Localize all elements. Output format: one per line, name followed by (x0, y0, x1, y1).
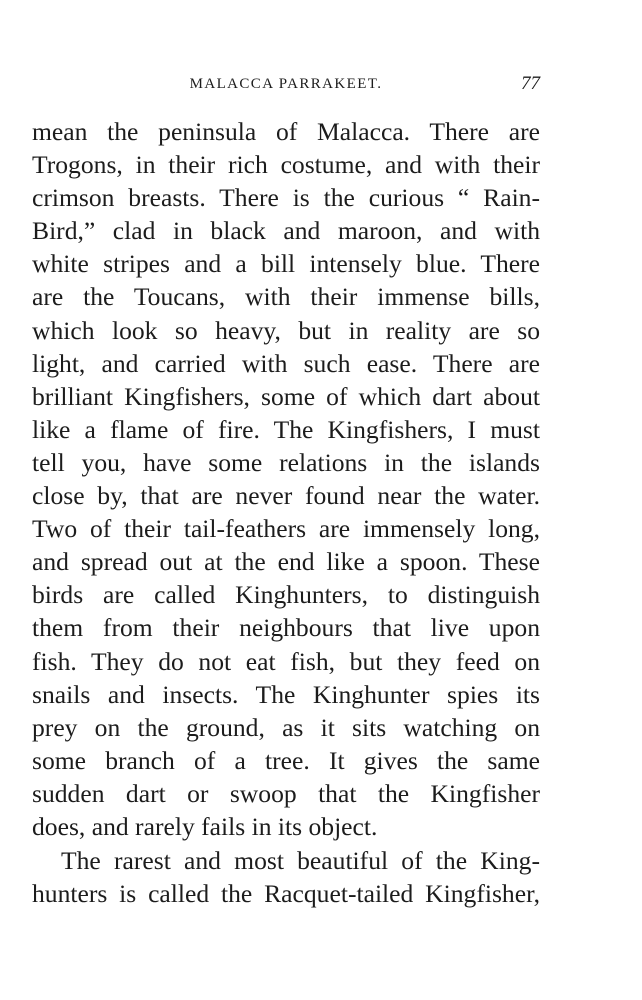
text-line: fish. They do not eat fish, but they feed on (32, 646, 540, 676)
text-line: close by, that are never found near the water. (32, 481, 540, 511)
text-line: which look so heavy, but in reality are so (32, 315, 540, 345)
text-line: does, and rarely fails in its object. (32, 811, 378, 841)
page-number: 77 (521, 73, 540, 94)
text-line: mean the peninsula of Malacca. There are (32, 117, 540, 146)
paragraph (32, 115, 540, 843)
text-line: them from their neighbours that live upon (32, 613, 540, 643)
text-line: prey on the ground, as it sits watching on (32, 712, 540, 742)
text-line: birds are called Kinghunters, to distinguish (32, 580, 540, 610)
text-line: sudden dart or swoop that the Kingfisher (32, 778, 540, 808)
running-title: MALACCA PARRAKEET. (189, 76, 383, 92)
text-line: are the Toucans, with their immense bills, (32, 282, 540, 312)
text-line: some branch of a tree. It gives the same (32, 745, 540, 775)
text-line: light, and carried with such ease. There are (32, 348, 540, 378)
text-line: crimson breasts. There is the curious “ Rain- (32, 183, 540, 213)
text-line: brilliant Kingfishers, some of which dart about (32, 381, 540, 411)
running-head (32, 72, 540, 96)
text-line: tell you, have some relations in the islands (32, 447, 540, 477)
text-line: white stripes and a bill intensely blue. There (32, 249, 540, 279)
body-text (32, 115, 540, 910)
text-line: like a flame of fire. The Kingfishers, I must (32, 414, 540, 444)
text-line: snails and insects. The Kinghunter spies its (32, 679, 540, 709)
text-line: hunters is called the Racquet-tailed Kingfisher, (32, 879, 540, 909)
text-line: Bird,” clad in black and maroon, and with (32, 216, 540, 246)
text-line: Two of their tail-feathers are immensely long, (32, 514, 540, 544)
paragraph (32, 844, 540, 910)
text-line: and spread out at the end like a spoon. These (32, 547, 540, 577)
text-line: The rarest and most beautiful of the King- (61, 845, 540, 875)
text-line: Trogons, in their rich costume, and with their (32, 150, 540, 180)
